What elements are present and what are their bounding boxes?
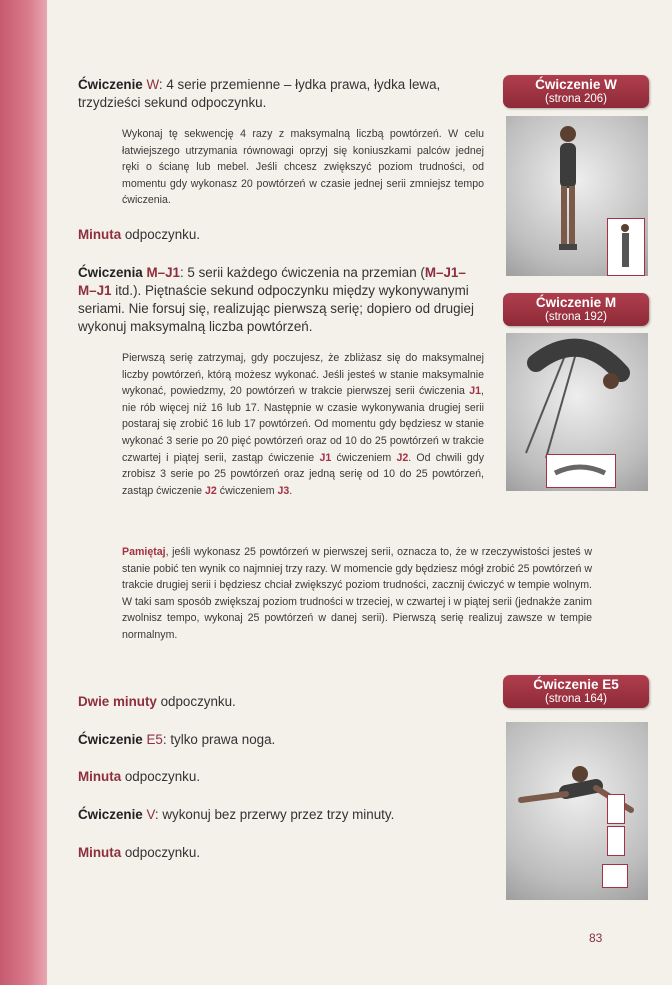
exercise-mj-note: Pierwszą serię zatrzymaj, gdy poczujesz, że zbliżasz się do maksymalnej liczby powtórzeń, którą możesz wykonać. Jeśli jesteś w stanie maksymalnie wykonać, powiedzmy, 20 powtórzeń w trakcie pierwszej serii ćwiczenia J1, nie rób więcej niż 16 lub 17. Następnie w czasie wykonywania drugiej serii postaraj się zrobić 16 lub 17 powtórzeń. Od momentu gdy będziesz w stanie wykonać 3 serie po 20 pięć powtórzeń oraz od 10 do 25 powtórzeń w trakcie czwartej i piątej serii, zastąp ćwiczenie J1 ćwiczeniem J2. Od chwili gdy zrobisz 3 serie po 25 powtórzeń oraz jedną serię od 10 do 25 powtórzeń, zastąp ćwiczenie J2 ćwiczeniem J3. — [122, 352, 485, 497]
exercise-w-photo — [506, 116, 648, 276]
badge-exercise-e5[interactable]: Ćwiczenie E5 (strona 164) — [503, 675, 649, 708]
exercise-v-heading: Ćwiczenie V: wykonuj bez przerwy przez trzy minuty. — [78, 807, 395, 822]
exercise-w-thumb — [607, 218, 645, 276]
exercise-w-note: Wykonaj tę sekwencję 4 razy z maksymalną liczbą powtórzeń. W celu łatwiejszego utrzymania równowagi oprzyj się koniuszkami palców jednej ręki o ścianę lub mebel. Jeśli chcesz zwiększyć poziom trudności, od momentu gdy wykonasz 20 powtórzeń w czasie jednej serii zmniejsz tempo ćwiczenia. — [122, 128, 484, 207]
exercise-e5-photo — [506, 722, 648, 900]
e5-thumb-1 — [607, 794, 625, 824]
rest-3: Minuta odpoczynku. — [78, 769, 201, 784]
thumb-figure — [608, 219, 643, 274]
page-edge-stripe — [0, 0, 47, 985]
exercise-w-heading: Ćwiczenie W: 4 serie przemienne – łydka prawa, łydka lewa, trzydzieści sekund odpoczynku. — [78, 77, 441, 110]
e5-thumb-2 — [607, 826, 625, 856]
e5-thumb-3 — [602, 864, 628, 888]
rest-1: Minuta odpoczynku. — [78, 227, 201, 242]
exercise-mj-heading: Ćwiczenia M–J1: 5 serii każdego ćwiczenia na przemian (M–J1–M–J1 itd.). Piętnaście sekund odpoczynku między wykonywanymi seriami. Nie forsuj się, realizując pierwszą serię; dopiero od drugiej wykonuj maksymalną liczba powtórzeń. — [78, 265, 474, 334]
exercise-m-thumb — [546, 454, 616, 488]
badge-exercise-m[interactable]: Ćwiczenie M (strona 192) — [503, 293, 649, 326]
badge-exercise-w[interactable]: Ćwiczenie W (strona 206) — [503, 75, 649, 108]
exercise-e5-heading: Ćwiczenie E5: tylko prawa noga. — [78, 732, 276, 747]
thumb-figure — [547, 455, 614, 486]
rest-2: Dwie minuty odpoczynku. — [78, 694, 236, 709]
page-number: 83 — [589, 931, 603, 945]
rest-4: Minuta odpoczynku. — [78, 845, 201, 860]
exercise-m-photo — [506, 333, 648, 491]
remember-note: Pamiętaj, jeśli wykonasz 25 powtórzeń w pierwszej serii, oznacza to, że w rzeczywistości jesteś w stanie pobić ten wynik co najmniej trzy razy. W momencie gdy będziesz mógł zrobić 25 powtórzeń w trakcie drugiej serii i będziesz chciał zwiększyć poziom trudności, zacznij ćwiczyć w tempie wolnym. W taki sam sposób zwiększaj poziom trudności w trzeciej, w czwartej i w piątej serii (jednakże zanim zwolnisz tempo, wykonaj 25 powtórzeń w danej serii). Pierwszą serię realizuj zawsze w tempie normalnym. — [122, 546, 592, 641]
